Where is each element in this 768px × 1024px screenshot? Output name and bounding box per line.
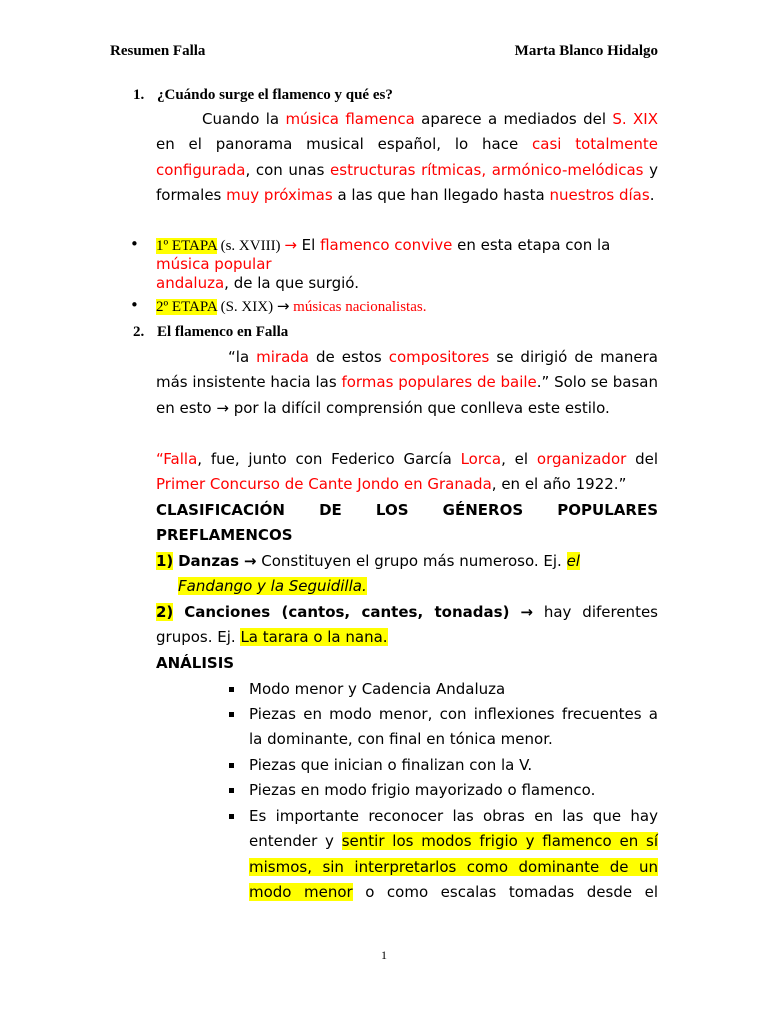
clasificacion-heading-line-1: CLASIFICACIÓN DE LOS GÉNEROS POPULARES [156, 501, 658, 519]
etapa-1-item: 1º ETAPA (s. XVIII) → El flamenco convive en esta etapa con la música popular andaluza, de la que surgió. [156, 236, 611, 292]
genre-item-canciones: 2) Canciones (cantos, cantes, tonadas) → hay diferentes grupos. Ej. La tarara o la nana. [156, 603, 658, 647]
analisis-item: Piezas que inician o finalizan con la V. [249, 756, 533, 774]
square-bullet-icon [229, 687, 234, 692]
page-number: 1 [381, 948, 387, 962]
section-1-number: 1. [133, 87, 145, 103]
bullet-dot: • [130, 296, 139, 314]
header-left: Resumen Falla [110, 43, 206, 59]
header-right: Marta Blanco Hidalgo [514, 43, 658, 59]
square-bullet-icon [229, 712, 234, 717]
arrow-right-icon: → [216, 398, 229, 417]
analisis-item: Piezas en modo menor, con inflexiones frecuentes a la dominante, con final en tónica menor. [249, 705, 658, 749]
analisis-item: Es importante reconocer las obras en las que hay entender y sentir los modos frigio y flamenco en sí mismos, sin interpretarlos como dominante de un modo menor o como escalas tomadas desde el [249, 807, 658, 901]
bullet-dot: • [130, 235, 139, 253]
square-bullet-icon [229, 814, 234, 819]
square-bullet-icon [229, 788, 234, 793]
etapa-2-item: 2º ETAPA (S. XIX) → músicas nacionalistas. [156, 297, 427, 315]
arrow-right-icon: → [520, 603, 533, 621]
analisis-item: Modo menor y Cadencia Andaluza [249, 680, 506, 698]
arrow-right-icon: → [243, 552, 257, 570]
arrow-right-icon: → [276, 297, 290, 315]
section-1-title: ¿Cuándo surge el flamenco y qué es? [157, 87, 393, 103]
quote-paragraph-2: “Falla, fue, junto con Federico García Lorca, el organizador del Primer Concurso de Cante Jondo en Granada, en el año 1922.” [156, 450, 659, 494]
analisis-item: Piezas en modo frigio mayorizado o flamenco. [249, 781, 596, 799]
arrow-right-icon: → [284, 236, 297, 254]
section-2-number: 2. [133, 324, 145, 340]
analisis-heading: ANÁLISIS [156, 654, 235, 672]
clasificacion-heading-line-2: PREFLAMENCOS [156, 526, 293, 544]
section-2-title: El flamenco en Falla [157, 324, 289, 340]
section-1-paragraph: Cuando la música flamenca aparece a mediados del S. XIX en el panorama musical español, lo hace casi totalmente configurada, con unas estructuras rítmicas, armónico-melódicas y formales muy próximas a las que han llegado hasta nuestros días. [156, 110, 658, 204]
quote-paragraph-1: “la mirada de estos compositores se dirigió de manera más insistente hacia las formas populares de baile.” Solo se basan en esto → por la difícil comprensión que conlleva este estilo. [156, 348, 658, 417]
genre-item-danzas: 1) Danzas → Constituyen el grupo más numeroso. Ej. el Fandango y la Seguidilla. [156, 552, 580, 596]
square-bullet-icon [229, 763, 234, 768]
